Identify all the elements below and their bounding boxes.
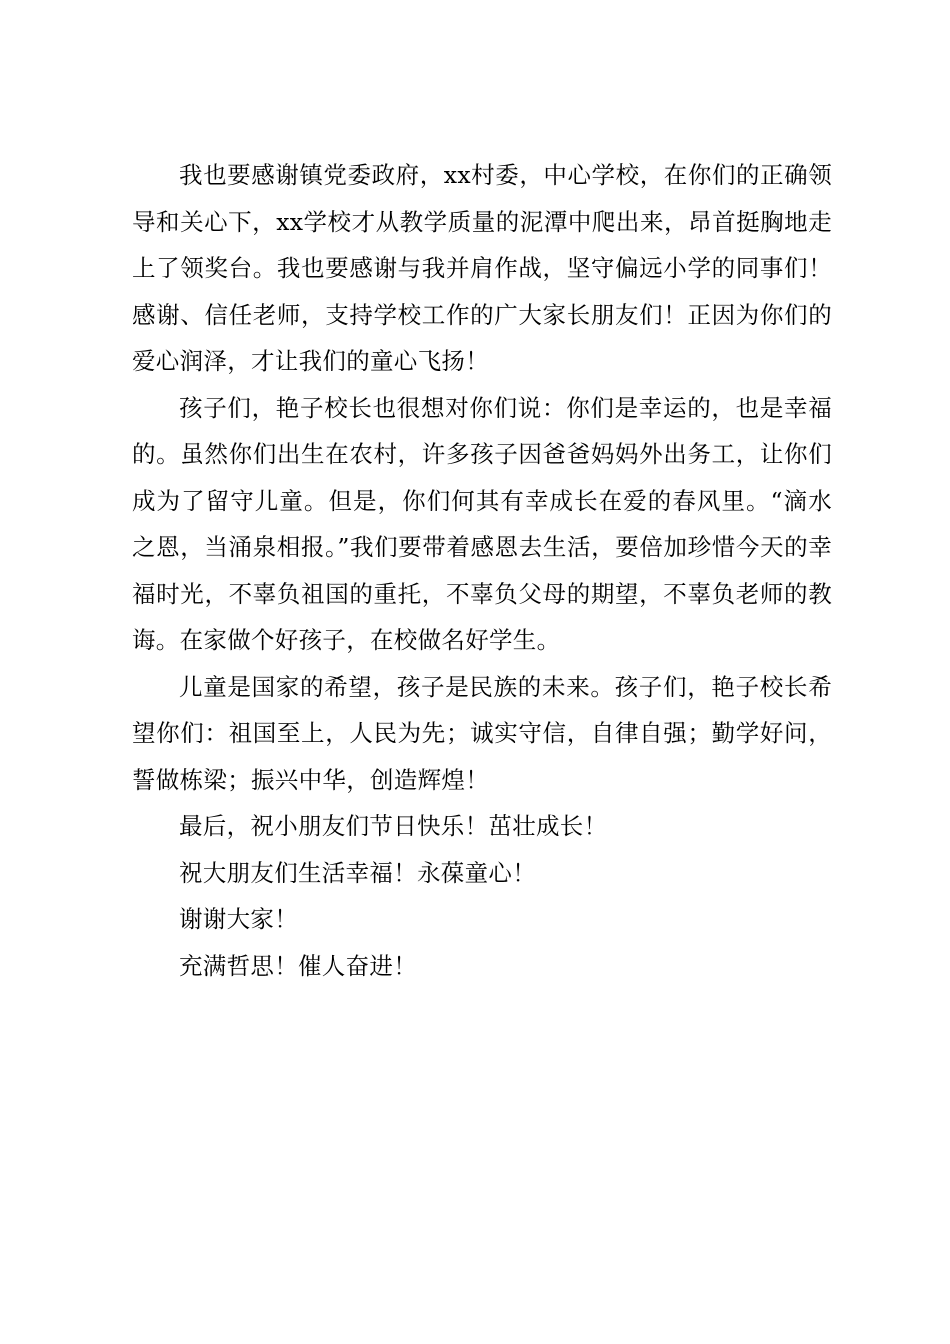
paragraph-wish-adults: 祝大朋友们生活幸福！永葆童心！ [179, 858, 536, 887]
paragraph-wish-kids: 最后，祝小朋友们节日快乐！茁壮成长！ [179, 812, 608, 840]
paragraph-closing: 充满哲思！催人奋进！ [179, 951, 417, 980]
paragraph-thanks: 我也要感谢镇党委政府，xx村委，中心学校，在你们的正确领导和关心下，xx学校才从教学质量的泥潭中爬出来，昂首挺胸地走上了领奖台。我也要感谢与我并肩作战，坚守偏远小学的同事们！感谢、信任老师，支持学校工作的广大家长朋友们！正因为你们的爱心润泽，才让我们的童心飞扬！ [132, 161, 832, 375]
paragraph-children: 孩子们，艳子校长也很想对你们说：你们是幸运的，也是幸福的。虽然你们出生在农村，许多孩子因爸爸妈妈外出务工，让你们成为了留守儿童。但是，你们何其有幸成长在爱的春风里。“滴水之恩，当涌泉相报。”我们要带着感恩去生活，要倍加珍惜今天的幸福时光，不辜负祖国的重托，不辜负父母的期望，不辜负老师的教诲。在家做个好孩子，在校做名好学生。 [132, 393, 832, 654]
document-body [132, 152, 832, 989]
paragraph-thank-you: 谢谢大家！ [179, 905, 298, 933]
paragraph-hope: 儿童是国家的希望，孩子是民族的未来。孩子们，艳子校长希望你们：祖国至上，人民为先；诚实守信，自律自强；勤学好问，誓做栋梁；振兴中华，创造辉煌！ [132, 672, 832, 794]
